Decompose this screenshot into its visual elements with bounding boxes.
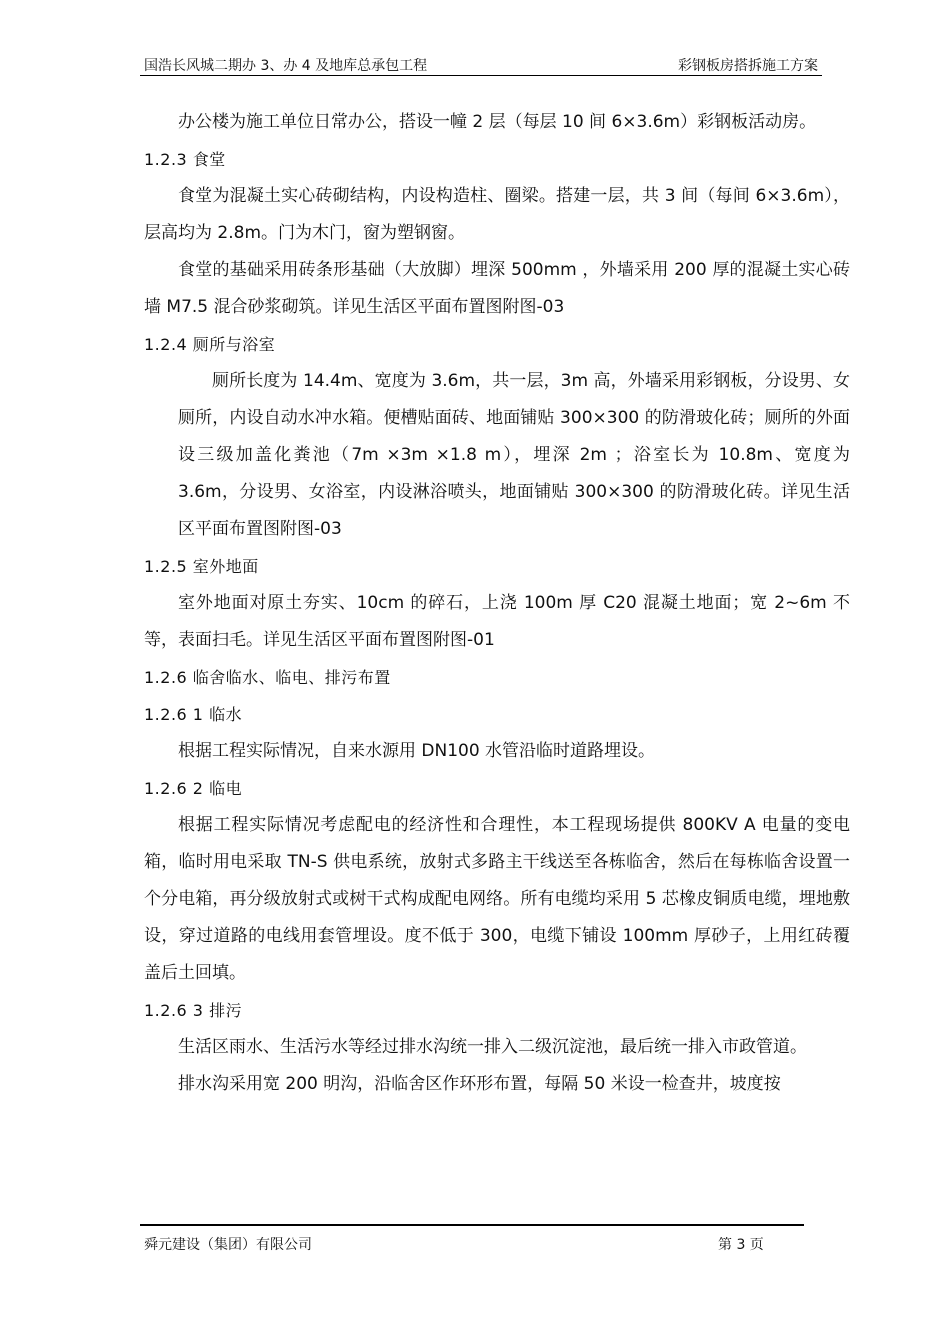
heading-canteen: 1.2.3 食堂 bbox=[144, 150, 226, 169]
paragraph-office: 办公楼为施工单位日常办公，搭设一幢 2 层（每层 10 间 6×3.6m）彩钢板活动房。 bbox=[178, 112, 817, 132]
heading-utilities: 1.2.6 临舍临水、临电、排污布置 bbox=[144, 668, 391, 687]
paragraph-toilet-bath: 厕所长度为 14.4m、宽度为 3.6m，共一层，3m 高，外墙采用彩钢板，分设男、女厕所，内设自动水冲水箱。便槽贴面砖、地面铺贴 300×300 的防滑玻化砖；厕所的外面设三级加盖化粪池（7m ×3m ×1.8 m），埋深 2m ；浴室长为 10.8m、宽度为 3.6m，分设男、女浴室，内设淋浴喷头，地面铺贴 300×300 的防滑玻化砖。详见生活区平面布置图附图-03 bbox=[178, 371, 850, 539]
document-body bbox=[144, 104, 850, 1103]
paragraph-canteen-structure: 食堂为混凝土实心砖砌结构，内设构造柱、圈梁。搭建一层，共 3 间（每间 6×3.6m），层高均为 2.8m。门为木门，窗为塑钢窗。 bbox=[144, 186, 850, 243]
heading-toilet-bath: 1.2.4 厕所与浴室 bbox=[144, 335, 276, 354]
header-document-title: 彩钢板房搭拆施工方案 bbox=[678, 58, 818, 74]
paragraph-drainage: 生活区雨水、生活污水等经过排水沟统一排入二级沉淀池，最后统一排入市政管道。 bbox=[178, 1037, 807, 1057]
heading-electricity: 1.2.6 2 临电 bbox=[144, 779, 243, 798]
heading-water: 1.2.6 1 临水 bbox=[144, 705, 243, 724]
footer-divider bbox=[140, 1224, 804, 1226]
page-header bbox=[140, 55, 822, 76]
paragraph-canteen-foundation: 食堂的基础采用砖条形基础（大放脚）埋深 500mm ，外墙采用 200 厚的混凝土实心砖墙 M7.5 混合砂浆砌筑。详见生活区平面布置图附图-03 bbox=[144, 260, 850, 317]
paragraph-water: 根据工程实际情况，自来水源用 DN100 水管沿临时道路埋设。 bbox=[178, 741, 656, 761]
heading-drainage: 1.2.6 3 排污 bbox=[144, 1001, 243, 1020]
header-project-title: 国浩长风城二期办 3、办 4 及地库总承包工程 bbox=[144, 58, 428, 74]
footer-company: 舜元建设（集团）有限公司 bbox=[144, 1237, 312, 1253]
paragraph-drainage-ditch: 排水沟采用宽 200 明沟，沿临舍区作环形布置，每隔 50 米设一检查井，坡度按 bbox=[178, 1074, 781, 1094]
paragraph-outdoor-ground: 室外地面对原土夯实、10cm 的碎石，上浇 100m 厚 C20 混凝土地面；宽 2~6m 不等，表面扫毛。详见生活区平面布置图附图-01 bbox=[144, 593, 850, 650]
footer-page-number: 第 3 页 bbox=[718, 1237, 764, 1253]
paragraph-electricity: 根据工程实际情况考虑配电的经济性和合理性，本工程现场提供 800KV A 电量的变电箱，临时用电采取 TN-S 供电系统，放射式多路主干线送至各栋临舍，然后在每栋临舍设置一个分电箱，再分级放射式或树干式构成配电网络。所有电缆均采用 5 芯橡皮铜质电缆，埋地敷设，穿过道路的电线用套管埋设。度不低于 300，电缆下铺设 100mm 厚砂子，上用红砖覆盖后土回填。 bbox=[144, 815, 850, 983]
heading-outdoor-ground: 1.2.5 室外地面 bbox=[144, 557, 259, 576]
